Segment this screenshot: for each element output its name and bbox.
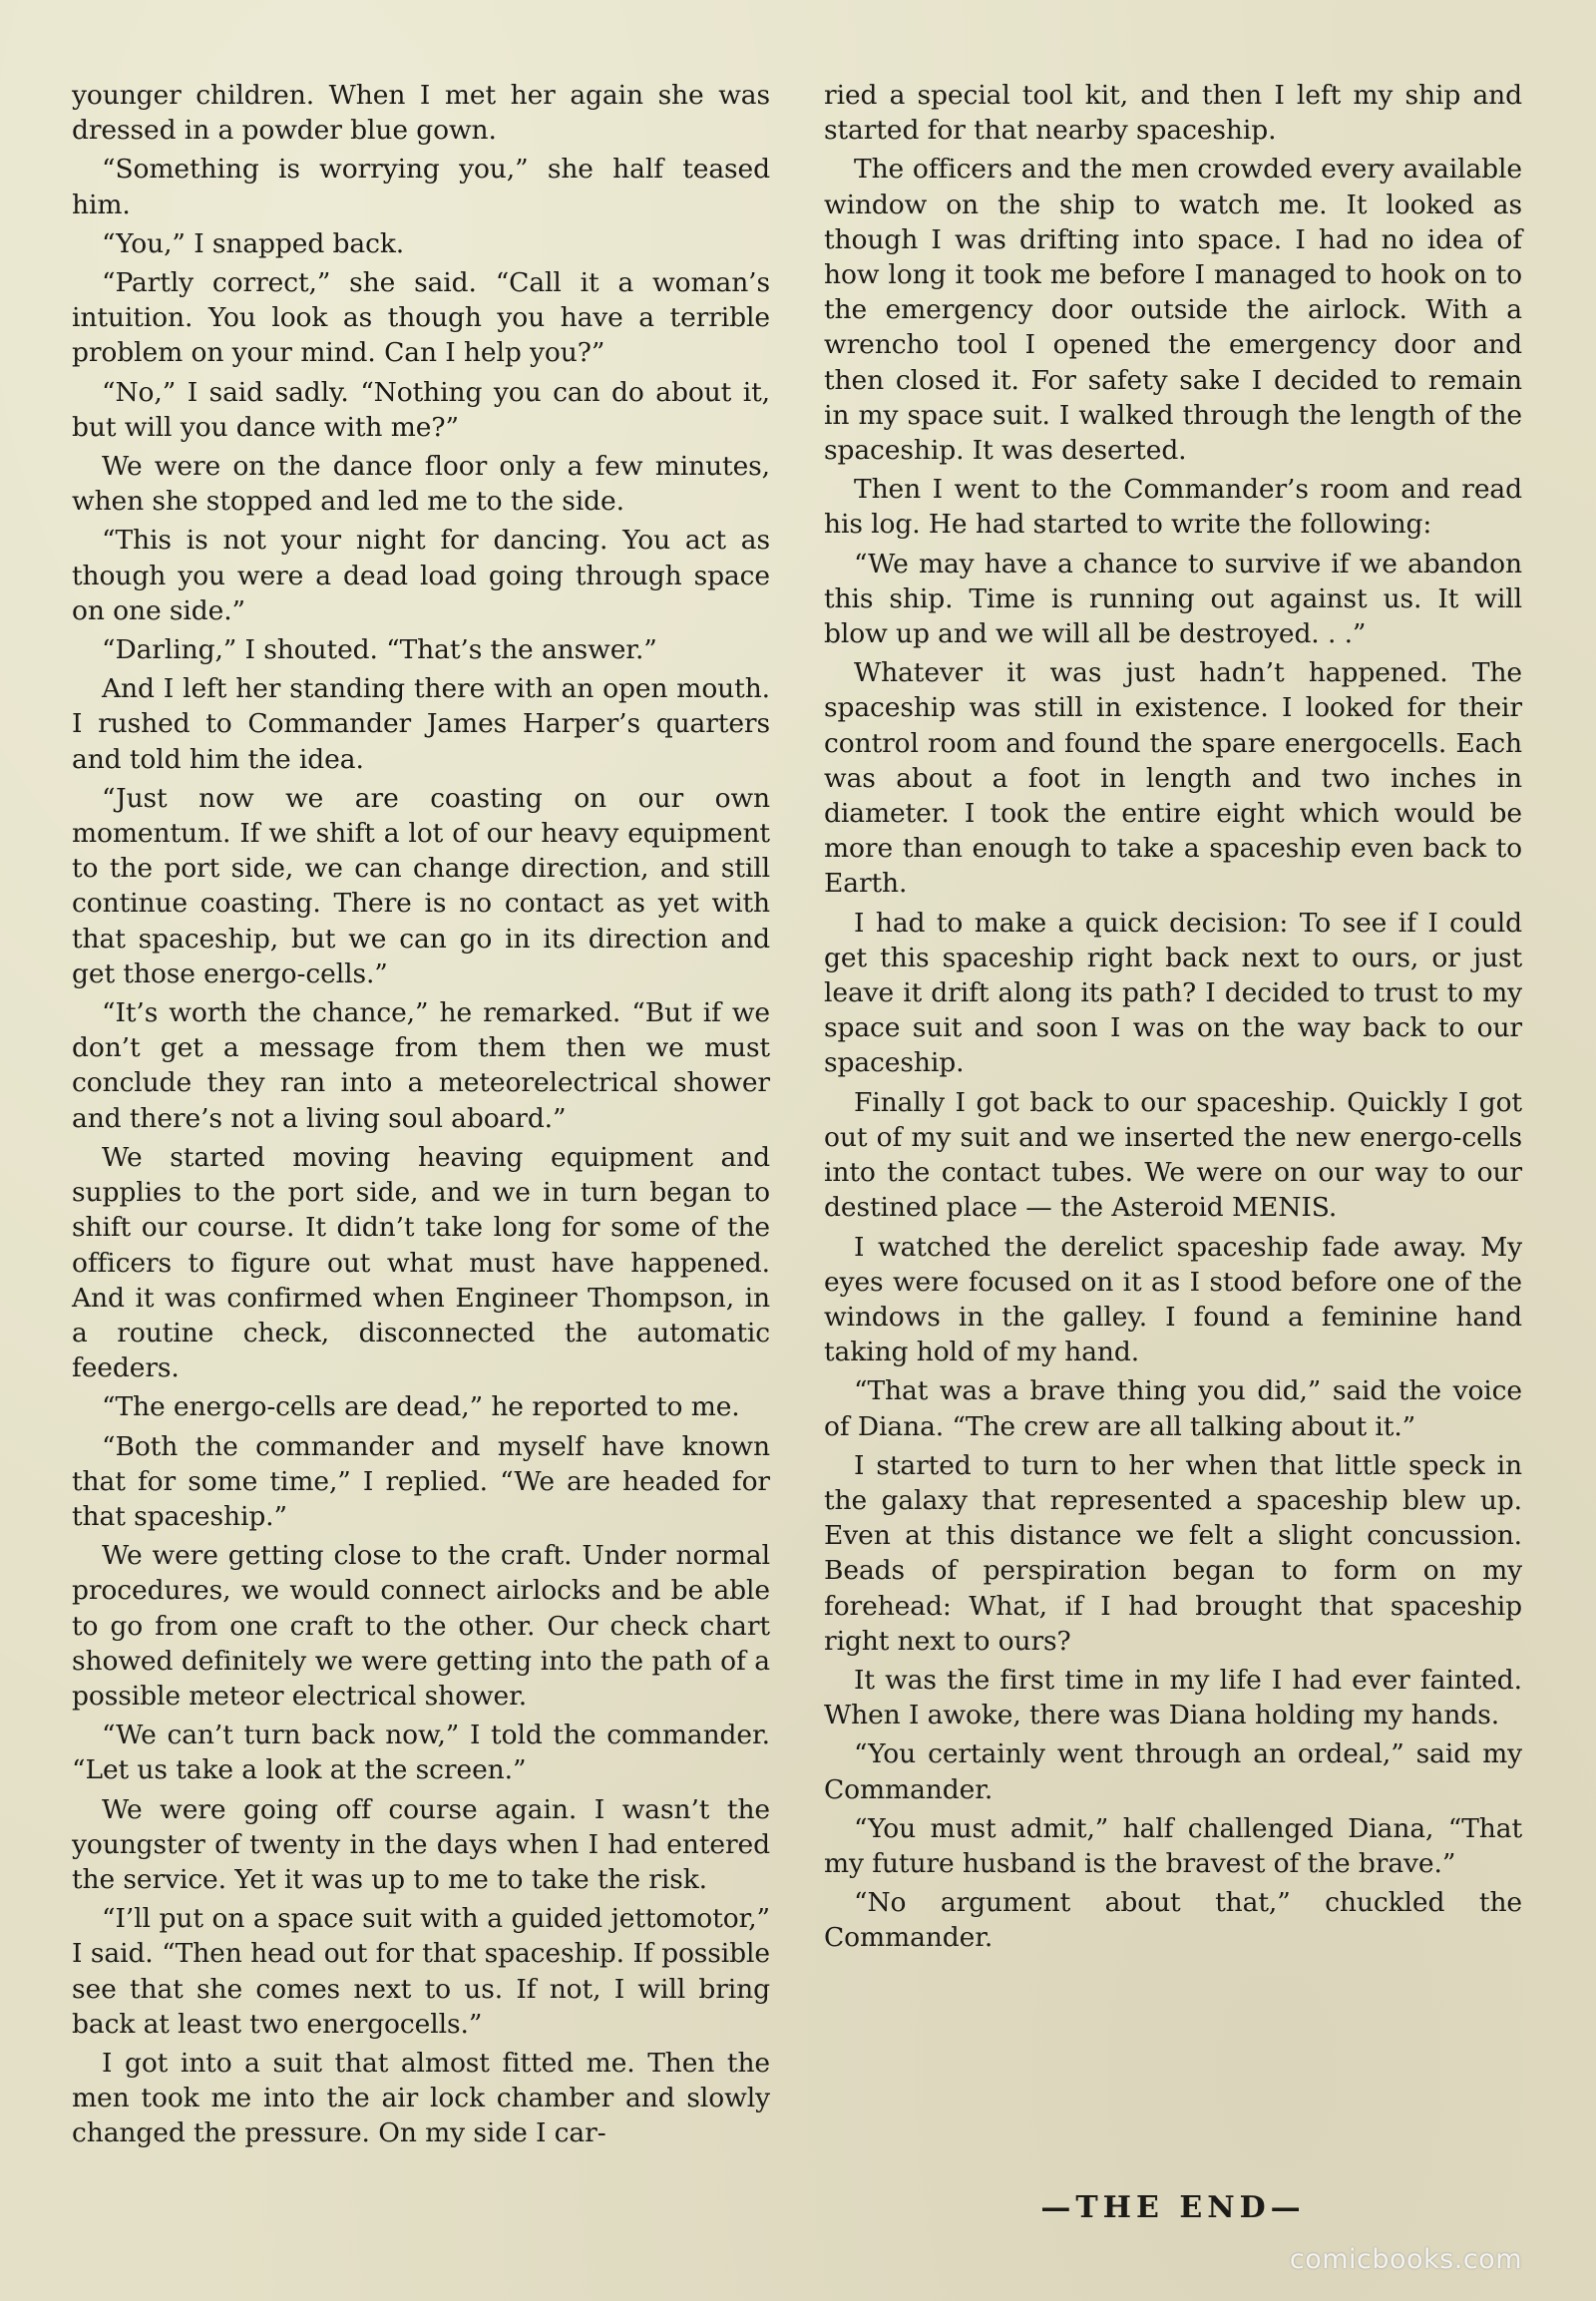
paragraph: “You must admit,” half challenged Diana, “That my future husband is the bravest of the brave.” [824,1812,1522,1879]
paragraph: younger children. When I met her again she was dressed in a powder blue gown. [72,80,770,147]
site-watermark: comicbooks.com [1289,2244,1522,2275]
paragraph: Whatever it was just hadn’t happened. The spaceship was still in existence. I looked for their control room and found the spare energocells. Each was about a foot in length and two inches in diameter. I took the entire eight which would be more than enough to take a spaceship even back to Earth. [824,657,1522,900]
paragraph: “It’s worth the chance,” he remarked. “But if we don’t get a message from them then we must conclude they ran into a meteorelectrical shower and there’s not a living soul aboard.” [72,997,770,1134]
paragraph: “No,” I said sadly. “Nothing you can do about it, but will you dance with me?” [72,376,770,443]
paragraph: “That was a brave thing you did,” said the voice of Diana. “The crew are all talking about it.” [824,1375,1522,1442]
paragraph: “You,” I snapped back. [102,227,405,259]
paragraph: Then I went to the Commander’s room and read his log. He had started to write the following: [824,474,1522,541]
paragraph: “You certainly went through an ordeal,” said my Commander. [824,1738,1522,1805]
paragraph: We were on the dance floor only a few minutes, when she stopped and led me to the side. [72,451,770,518]
paragraph: “Partly correct,” she said. “Call it a woman’s intuition. You look as though you have a terrible problem on your mind. Can I help you?” [72,267,770,369]
paragraph: “We may have a chance to survive if we abandon this ship. Time is running out against us. It will blow up and we will all be destroyed. . .” [824,548,1522,650]
the-end-heading: —THE END— [1040,2190,1306,2225]
paragraph: “Something is worrying you,” she half teased him. [72,154,770,220]
paragraph: The officers and the men crowded every available window on the ship to watch me. It looked as though I was drifting into space. I had no idea of how long it took me before I managed to hook on to the emergency door outside the airlock. With a wrencho tool I opened the emergency door and then closed it. For safety sake I decided to remain in my space suit. I walked through the length of the spaceship. It was deserted. [824,154,1522,467]
paragraph: We were getting close to the craft. Under normal procedures, we would connect airlocks and be able to go from one craft to the other. Our check chart showed definitely we were getting into the path of a possible meteor electrical shower. [72,1540,770,1712]
paragraph: “This is not your night for dancing. You act as though you were a dead load going through space on one side.” [72,525,770,626]
paragraph: “The energo-cells are dead,” he reported to me. [102,1391,740,1423]
paragraph: “No argument about that,” chuckled the Commander. [824,1887,1522,1954]
paragraph: Finally I got back to our spaceship. Quickly I got out of my suit and we inserted the new energo-cells into the contact tubes. We were on our way to our destined place — the Asteroid MENIS. [824,1086,1522,1224]
paragraph: “Both the commander and myself have known that for some time,” I replied. “We are headed for that spaceship.” [72,1430,770,1532]
paragraph: ried a special tool kit, and then I left my ship and started for that nearby spaceship. [824,80,1522,147]
paragraph: “We can’t turn back now,” I told the commander. “Let us take a look at the screen.” [72,1720,770,1786]
paragraph: “I’ll put on a space suit with a guided jettomotor,” I said. “Then head out for that spaceship. If possible see that she comes next to us. If not, I will bring back at least two energocells.” [72,1903,770,2040]
paragraph: “Darling,” I shouted. “That’s the answer.” [102,634,657,666]
paragraph: I had to make a quick decision: To see if I could get this spaceship right back next to ours, or just leave it drift along its path? I decided to trust to my space suit and soon I was on the way back to our spaceship. [824,907,1522,1079]
paragraph: And I left her standing there with an open mouth. I rushed to Commander James Harper’s quarters and told him the idea. [72,673,770,775]
paragraph: We were going off course again. I wasn’t the youngster of twenty in the days when I had entered the service. Yet it was up to me to take the risk. [72,1793,770,1895]
paragraph: We started moving heaving equipment and supplies to the port side, and we in turn began to shift our course. It didn’t take long for some of the officers to figure out what must have happened. And it was confirmed when Engineer Thompson, in a routine check, disconnected the automatic feeders. [72,1141,770,1384]
paragraph: “Just now we are coasting on our own momentum. If we shift a lot of our heavy equipment to the port side, we can change direction, and still continue coasting. There is no contact as yet with that spaceship, but we can go in its direction and get those energo-cells.” [72,782,770,989]
right-text-column [824,78,1522,1960]
paragraph: It was the first time in my life I had ever fainted. When I awoke, there was Diana holding my hands. [824,1664,1522,1731]
paragraph: I watched the derelict spaceship fade away. My eyes were focused on it as I stood before one of the windows in the galley. I found a feminine hand taking hold of my hand. [824,1231,1522,1368]
left-text-column [72,78,770,2155]
paragraph: I got into a suit that almost fitted me. Then the men took me into the air lock chamber and slowly changed the pressure. On my side I car- [72,2047,770,2149]
paragraph: I started to turn to her when that little speck in the galaxy that represented a spaceship blew up. Even at this distance we felt a slight concussion. Beads of perspiration began to form on my forehead: What, if I had brought that spaceship right next to ours? [824,1449,1522,1657]
